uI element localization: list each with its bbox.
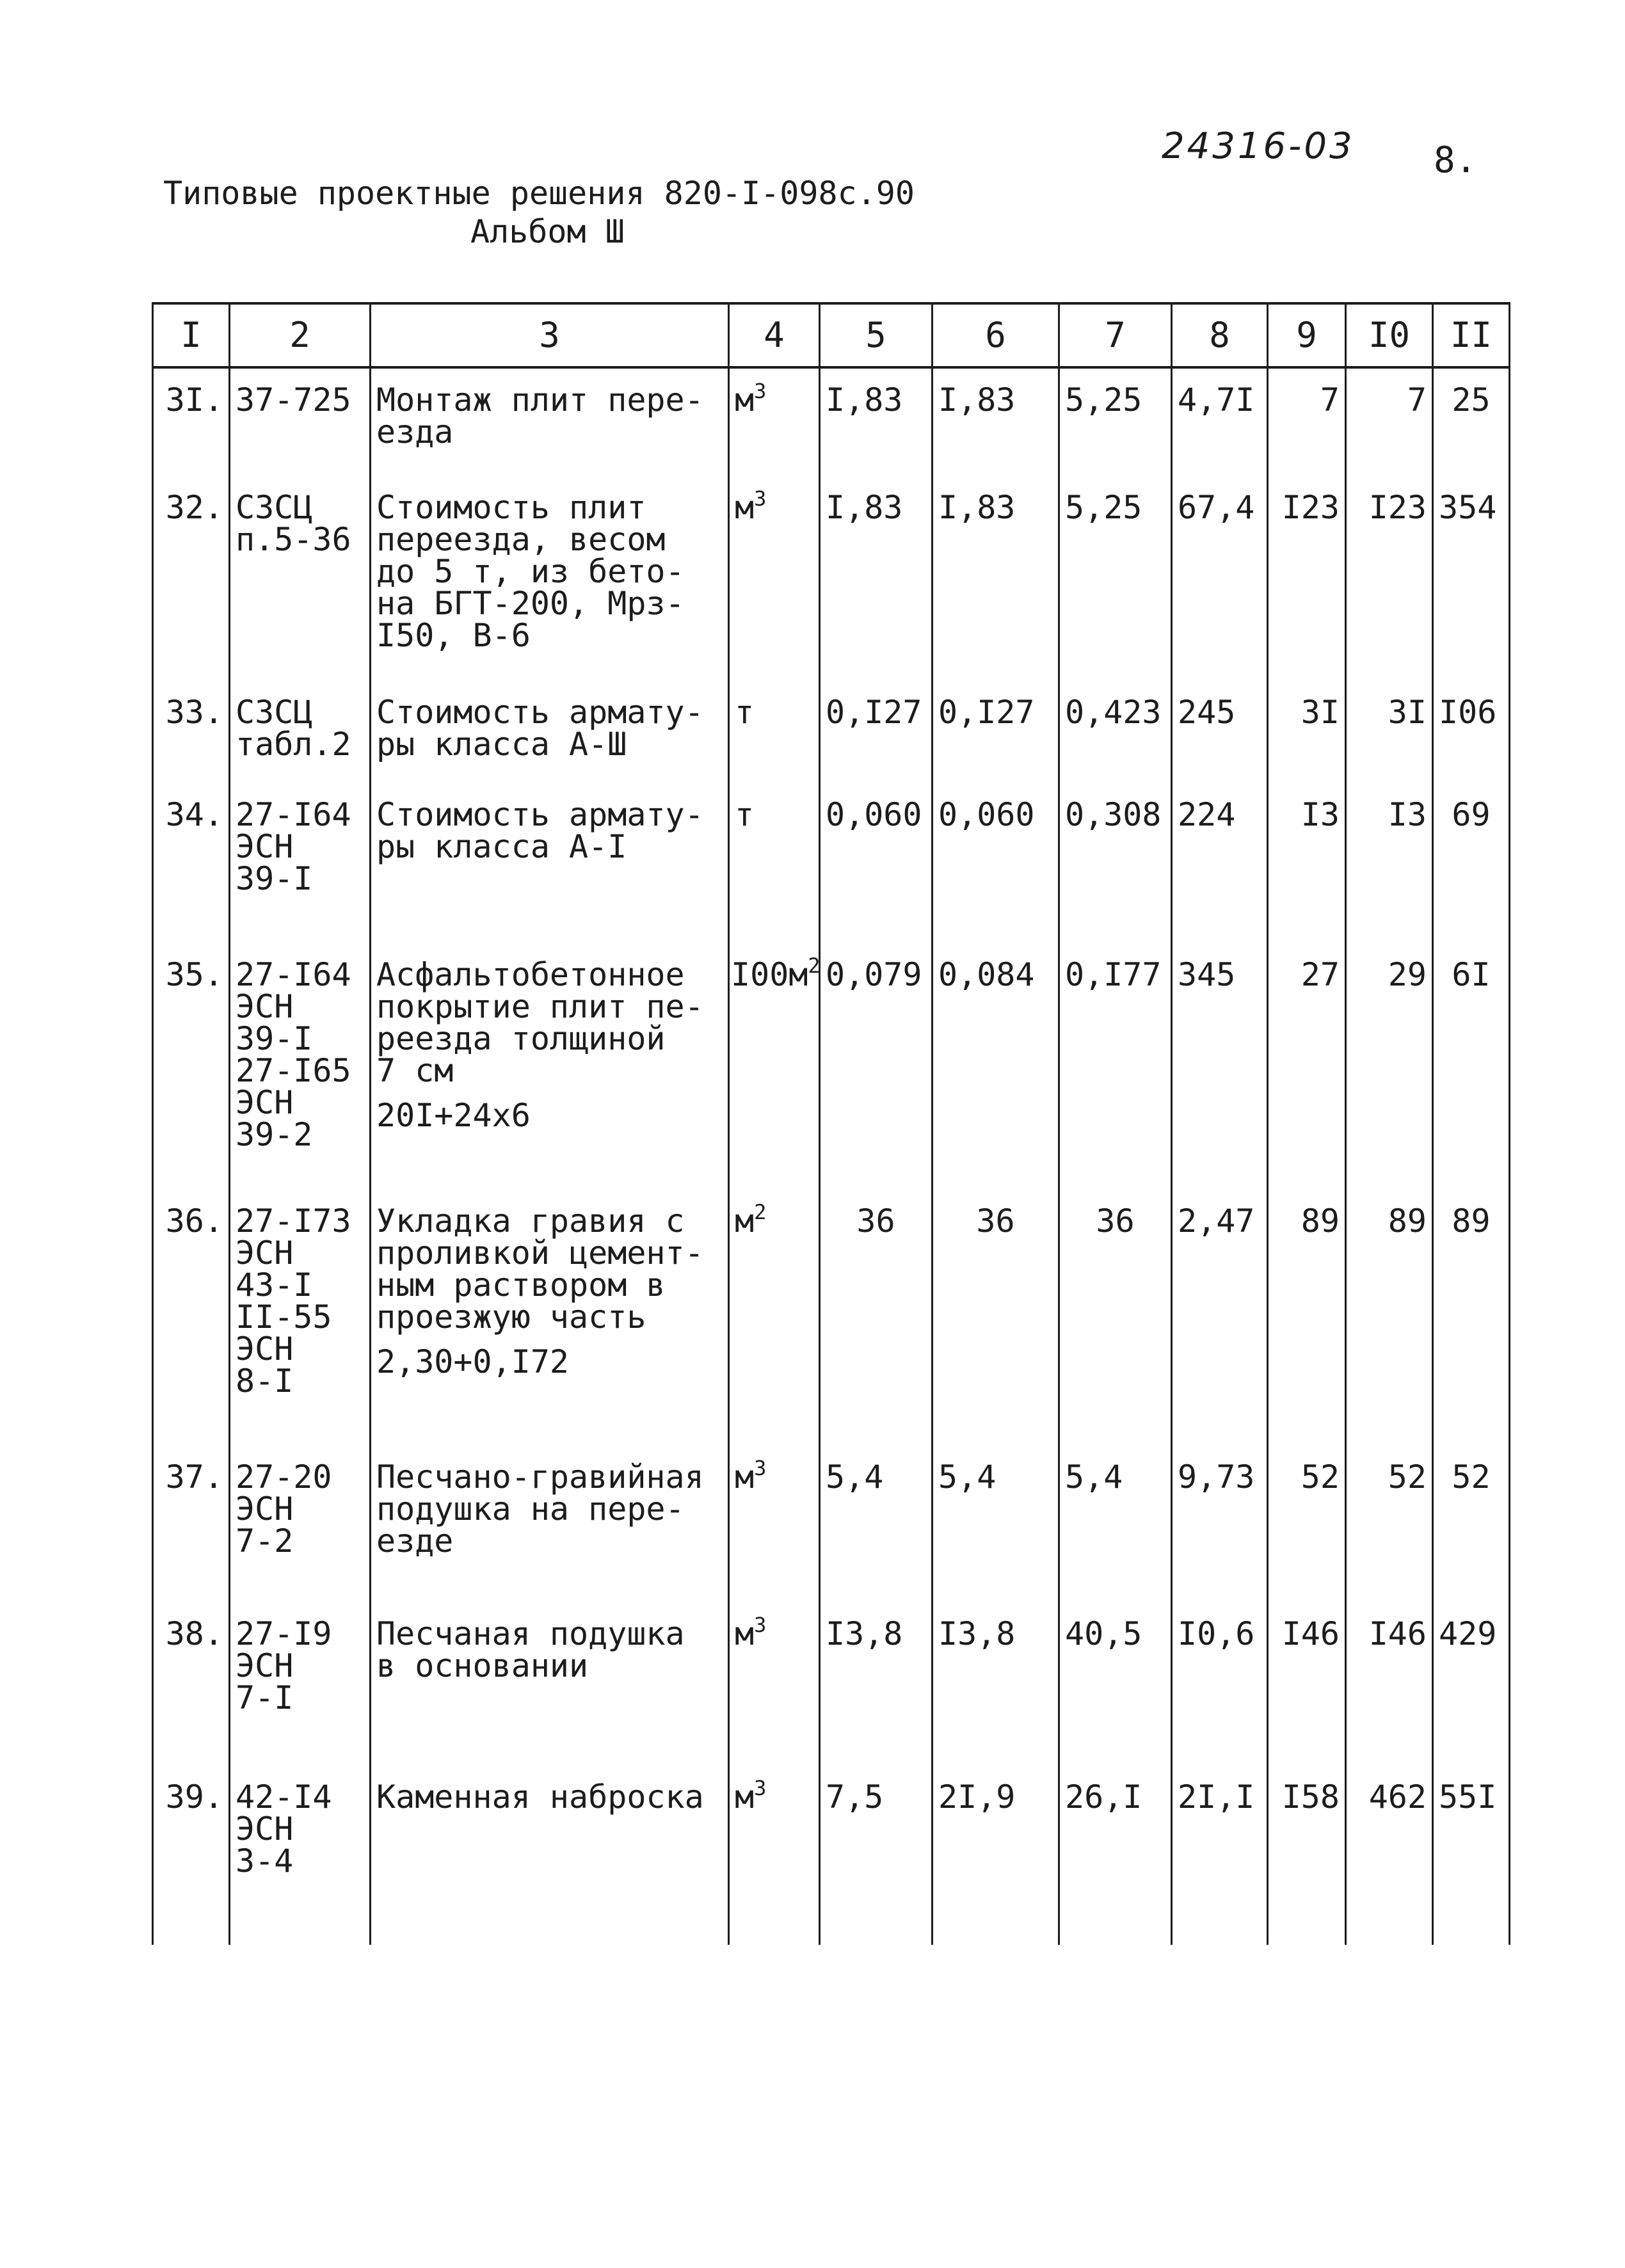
column-header: 4 [729, 303, 820, 367]
column-header: 5 [820, 303, 933, 367]
norm-code-line: СЗСЦ [236, 489, 313, 526]
unit-base: м [735, 489, 755, 526]
value-cell: 40,5 [1059, 1602, 1172, 1766]
value-cell: 5,4 [1059, 1446, 1172, 1602]
table-row [153, 943, 1510, 1190]
value-cell: 5,4 [820, 1446, 933, 1602]
norm-code [230, 783, 371, 943]
work-description [371, 1190, 729, 1446]
row-number: 38. [153, 1602, 230, 1766]
work-description-line: ры класса А-I [376, 828, 627, 865]
value-cell: 67,4 [1172, 476, 1268, 681]
value-cell: 52 [1433, 1446, 1510, 1602]
value-cell: 36 [820, 1190, 933, 1446]
value-cell: I3,8 [820, 1602, 933, 1766]
norm-code [230, 1446, 371, 1602]
norm-code [230, 367, 371, 476]
value-cell: 36 [933, 1190, 1059, 1446]
table-body [153, 367, 1510, 1945]
value-cell: 25 [1433, 367, 1510, 476]
row-number: 34. [153, 783, 230, 943]
work-description-line: Укладка гравия с [376, 1202, 685, 1240]
norm-code-line: 8-I [236, 1362, 294, 1400]
value-cell: 0,I27 [820, 681, 933, 783]
unit-of-measure [729, 1190, 820, 1446]
value-cell: 2I,I [1172, 1766, 1268, 1945]
norm-code-line: ЭСН [236, 1490, 294, 1528]
work-description-line: езда [376, 413, 454, 451]
row-number: 36. [153, 1190, 230, 1446]
unit-of-measure [729, 783, 820, 943]
unit-base: т [735, 694, 755, 731]
value-cell: 55I [1433, 1766, 1510, 1945]
unit-base: т [735, 796, 755, 833]
value-cell: I0,6 [1172, 1602, 1268, 1766]
unit-of-measure [729, 681, 820, 783]
column-header: II [1433, 303, 1510, 367]
row-number: 33. [153, 681, 230, 783]
value-cell: 0,I77 [1059, 943, 1172, 1190]
norm-code-line: ЭСН [236, 1810, 294, 1848]
value-cell: 89 [1433, 1190, 1510, 1446]
value-cell: 29 [1346, 943, 1433, 1190]
value-cell: I23 [1346, 476, 1433, 681]
calculation-note: 20I+24х6 [376, 1097, 531, 1134]
norm-code-line: 27-I65 [236, 1052, 351, 1089]
work-description-line: I50, В-6 [376, 617, 531, 654]
unit-base: м [735, 1458, 755, 1496]
work-description-line: 7 см [376, 1052, 454, 1089]
work-description [371, 1766, 729, 1945]
value-cell: 5,25 [1059, 367, 1172, 476]
work-description-line: Стоимость армату- [376, 796, 704, 833]
work-description-line: ры класса А-Ш [376, 726, 627, 763]
unit-of-measure [729, 1602, 820, 1766]
unit-exponent: 2 [754, 1200, 767, 1224]
value-cell: 245 [1172, 681, 1268, 783]
unit-of-measure [729, 943, 820, 1190]
value-cell: 0,079 [820, 943, 933, 1190]
unit-of-measure [729, 1766, 820, 1945]
value-cell: 7 [1346, 367, 1433, 476]
norm-code-line: СЗСЦ [236, 694, 313, 731]
work-description-line: Монтаж плит пере- [376, 381, 704, 419]
norm-code-line: 27-I64 [236, 956, 351, 993]
value-cell: 26,I [1059, 1766, 1172, 1945]
value-cell: 7,5 [820, 1766, 933, 1945]
value-cell: I,83 [820, 476, 933, 681]
work-description-line: переезда, весом [376, 521, 666, 558]
title-line-2: Альбом Ш [470, 213, 625, 250]
unit-of-measure [729, 367, 820, 476]
work-description-line: Каменная наброска [376, 1778, 704, 1816]
column-header: I0 [1346, 303, 1433, 367]
value-cell: 6I [1433, 943, 1510, 1190]
work-description-line: Асфальтобетонное [376, 956, 685, 993]
row-number: 3I. [153, 367, 230, 476]
table-row [153, 476, 1510, 681]
row-number: 37. [153, 1446, 230, 1602]
work-description-line: Стоимость плит [376, 489, 646, 526]
work-description-line: Песчано-гравийная [376, 1458, 704, 1496]
norm-code-line: 37-725 [236, 381, 351, 419]
value-cell: 4,7I [1172, 367, 1268, 476]
value-cell: 0,I27 [933, 681, 1059, 783]
table-row [153, 1190, 1510, 1446]
value-cell: 7 [1268, 367, 1346, 476]
norm-code-line: ЭСН [236, 988, 294, 1025]
value-cell: I,83 [933, 476, 1059, 681]
norm-code [230, 1602, 371, 1766]
value-cell: 224 [1172, 783, 1268, 943]
table-row [153, 1602, 1510, 1766]
row-number: 32. [153, 476, 230, 681]
work-description-line: езде [376, 1522, 454, 1560]
norm-code [230, 681, 371, 783]
row-number: 35. [153, 943, 230, 1190]
work-description [371, 1602, 729, 1766]
work-description-line: до 5 т, из бето- [376, 553, 685, 590]
unit-exponent: 3 [754, 1456, 767, 1480]
norm-code [230, 1190, 371, 1446]
value-cell: I06 [1433, 681, 1510, 783]
norm-code-line: 39-2 [236, 1116, 313, 1153]
unit-exponent: 3 [754, 1613, 767, 1637]
norm-code-line: 7-I [236, 1679, 294, 1716]
value-cell: 354 [1433, 476, 1510, 681]
column-header: 7 [1059, 303, 1172, 367]
work-description-line: проезжую часть [376, 1298, 646, 1336]
value-cell: 462 [1346, 1766, 1433, 1945]
norm-code-line: ЭСН [236, 1330, 294, 1368]
table-row [153, 783, 1510, 943]
column-header: I [153, 303, 230, 367]
value-cell: 69 [1433, 783, 1510, 943]
unit-exponent: 3 [754, 379, 767, 403]
norm-code [230, 476, 371, 681]
column-header: 3 [371, 303, 729, 367]
table-row [153, 1446, 1510, 1602]
value-cell: 5,25 [1059, 476, 1172, 681]
document-title [163, 174, 915, 251]
value-cell: 9,73 [1172, 1446, 1268, 1602]
norm-code-line: 27-I73 [236, 1202, 351, 1240]
unit-base: I00м [731, 956, 808, 993]
norm-code-line: ЭСН [236, 828, 294, 865]
norm-code-line: II-55 [236, 1298, 332, 1336]
table-row [153, 681, 1510, 783]
value-cell: 0,084 [933, 943, 1059, 1190]
value-cell: I,83 [933, 367, 1059, 476]
work-description-line: Песчаная подушка [376, 1615, 685, 1652]
work-description [371, 1446, 729, 1602]
estimate-table [152, 302, 1510, 1945]
value-cell: 429 [1433, 1602, 1510, 1766]
value-cell: I46 [1268, 1602, 1346, 1766]
norm-code-line: 3-4 [236, 1842, 294, 1880]
value-cell: 2I,9 [933, 1766, 1059, 1945]
value-cell: 89 [1268, 1190, 1346, 1446]
value-cell: 345 [1172, 943, 1268, 1190]
norm-code-line: 43-I [236, 1266, 313, 1304]
unit-base: м [735, 381, 755, 419]
work-description [371, 943, 729, 1190]
norm-code-line: 42-I4 [236, 1778, 332, 1816]
row-number: 39. [153, 1766, 230, 1945]
value-cell: 27 [1268, 943, 1346, 1190]
norm-code-line: 27-20 [236, 1458, 332, 1496]
value-cell: I3 [1346, 783, 1433, 943]
work-description-line: подушка на пере- [376, 1490, 685, 1528]
work-description [371, 367, 729, 476]
title-line-1: Типовые проектные решения 820-I-098с.90 [163, 175, 915, 212]
value-cell: I3,8 [933, 1602, 1059, 1766]
unit-base: м [735, 1202, 755, 1240]
unit-of-measure [729, 1446, 820, 1602]
table-row [153, 1766, 1510, 1945]
work-description [371, 681, 729, 783]
norm-code [230, 943, 371, 1190]
unit-exponent: 3 [754, 486, 767, 511]
norm-code-line: 39-I [236, 860, 313, 897]
column-header: 6 [933, 303, 1059, 367]
norm-code-line: табл.2 [236, 726, 351, 763]
value-cell: 0,060 [820, 783, 933, 943]
unit-exponent: 2 [808, 954, 821, 978]
unit-of-measure [729, 476, 820, 681]
value-cell: 89 [1346, 1190, 1433, 1446]
value-cell: I46 [1346, 1602, 1433, 1766]
document-number: 24316-03 [1162, 125, 1355, 167]
page-number: 8. [1434, 140, 1477, 181]
unit-exponent: 3 [754, 1776, 767, 1800]
work-description [371, 476, 729, 681]
value-cell: I,83 [820, 367, 933, 476]
value-cell: 2,47 [1172, 1190, 1268, 1446]
norm-code-line: 7-2 [236, 1522, 294, 1560]
table-header-row [153, 303, 1510, 367]
value-cell: 3I [1346, 681, 1433, 783]
value-cell: 52 [1268, 1446, 1346, 1602]
value-cell: 0,308 [1059, 783, 1172, 943]
work-description-line: проливкой цемент- [376, 1234, 704, 1272]
value-cell: I23 [1268, 476, 1346, 681]
value-cell: 52 [1346, 1446, 1433, 1602]
work-description-line: реезда толщиной [376, 1020, 666, 1057]
norm-code-line: 27-I9 [236, 1615, 332, 1652]
value-cell: 5,4 [933, 1446, 1059, 1602]
norm-code-line: 39-I [236, 1020, 313, 1057]
unit-base: м [735, 1615, 755, 1652]
unit-base: м [735, 1778, 755, 1816]
column-header: 2 [230, 303, 371, 367]
value-cell: 3I [1268, 681, 1346, 783]
value-cell: I3 [1268, 783, 1346, 943]
value-cell: 0,060 [933, 783, 1059, 943]
norm-code-line: ЭСН [236, 1647, 294, 1684]
value-cell: 36 [1059, 1190, 1172, 1446]
work-description-line: покрытие плит пе- [376, 988, 704, 1025]
work-description-line: ным раствором в [376, 1266, 666, 1304]
value-cell: 0,423 [1059, 681, 1172, 783]
table-row [153, 367, 1510, 476]
work-description-line: на БГТ-200, Мрз- [376, 585, 685, 622]
norm-code [230, 1766, 371, 1945]
column-header: 8 [1172, 303, 1268, 367]
work-description [371, 783, 729, 943]
calculation-note: 2,30+0,I72 [376, 1343, 570, 1380]
norm-code-line: ЭСН [236, 1084, 294, 1121]
work-description-line: Стоимость армату- [376, 694, 704, 731]
value-cell: I58 [1268, 1766, 1346, 1945]
norm-code-line: 27-I64 [236, 796, 351, 833]
column-header: 9 [1268, 303, 1346, 367]
norm-code-line: п.5-36 [236, 521, 351, 558]
norm-code-line: ЭСН [236, 1234, 294, 1272]
work-description-line: в основании [376, 1647, 589, 1684]
